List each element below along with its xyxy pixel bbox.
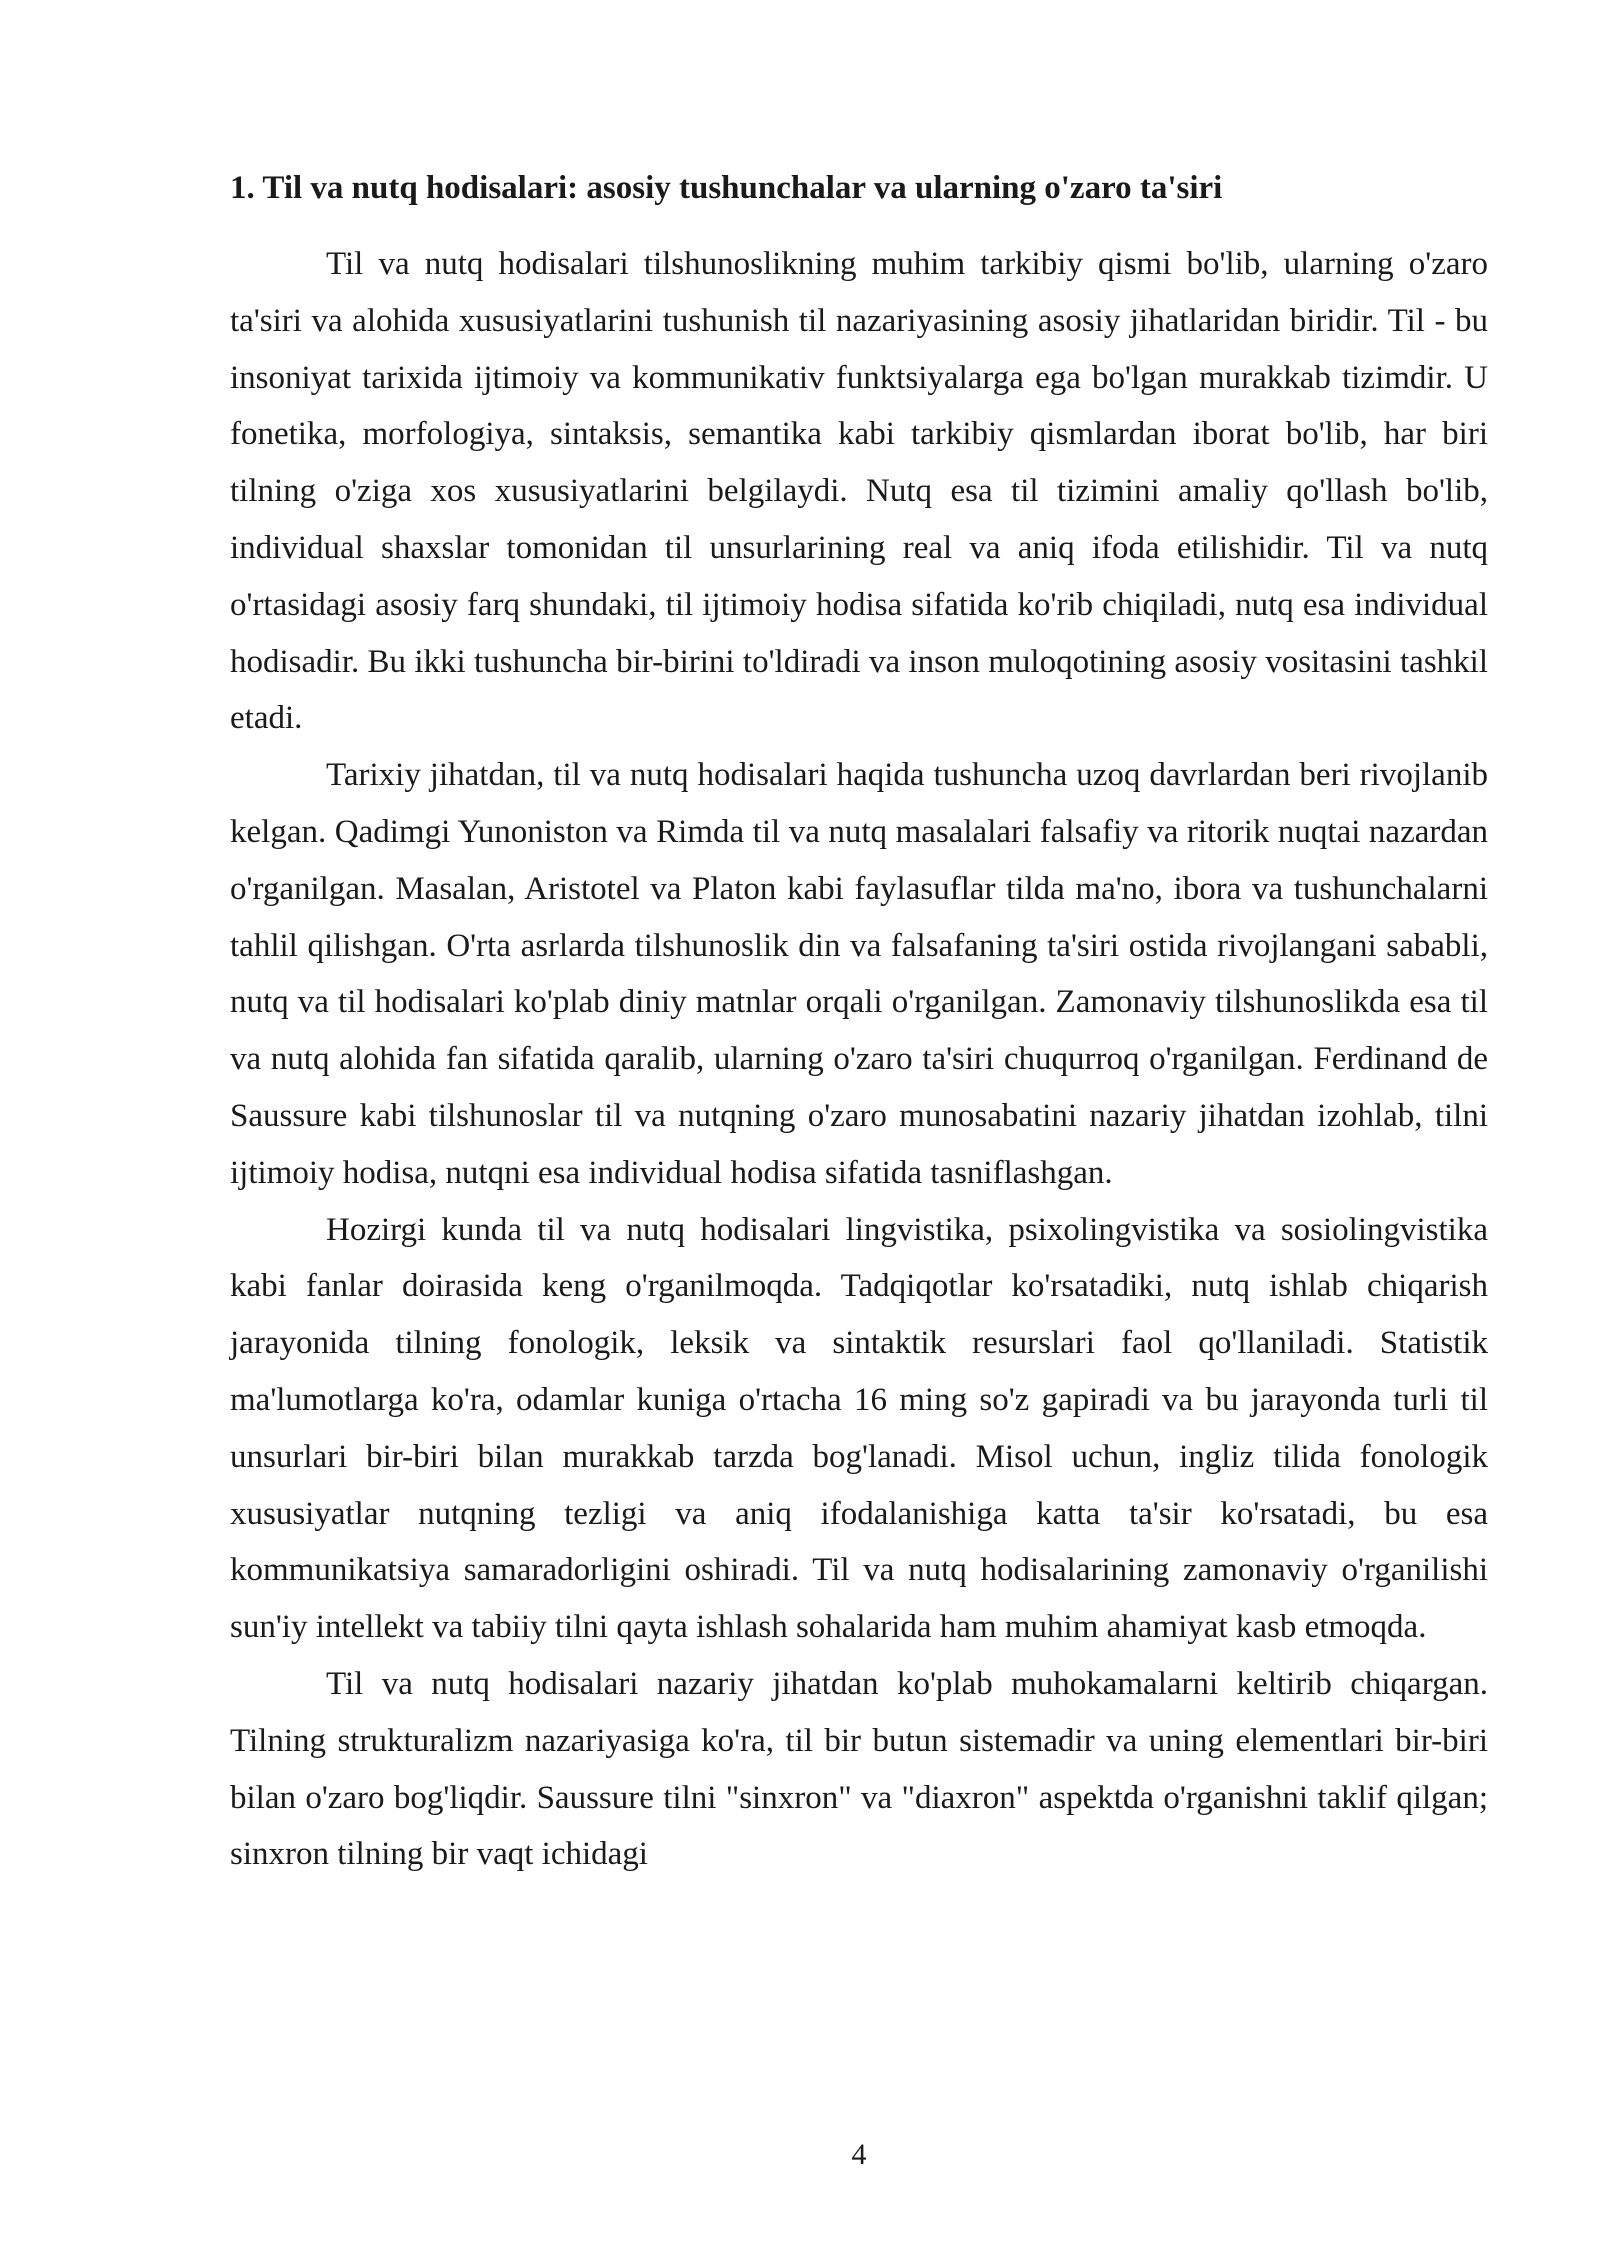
page-content	[230, 164, 1488, 1883]
paragraph-3: Hozirgi kunda til va nutq hodisalari lingvistika, psixolingvistika va sosiolingvistika kabi fanlar doirasida keng o'rganilmoqda. Tadqiqotlar ko'rsatadiki, nutq ishlab chiqarish jarayonida tilning fonologik, leksik va sintaktik resurslari faol qo'llaniladi. Statistik ma'lumotlarga ko'ra, odamlar kuniga o'rtacha 16 ming so'z gapiradi va bu jarayonda turli til unsurlari bir-biri bilan murakkab tarzda bog'lanadi. Misol uchun, ingliz tilida fonologik xususiyatlar nutqning tezligi va aniq ifodalanishiga katta ta'sir ko'rsatadi, bu esa kommunikatsiya samaradorligini oshiradi. Til va nutq hodisalarining zamonaviy o'rganilishi sun'iy intellekt va tabiiy tilni qayta ishlash sohalarida ham muhim ahamiyat kasb etmoqda.	[230, 1211, 1488, 1646]
paragraph-2: Tarixiy jihatdan, til va nutq hodisalari haqida tushuncha uzoq davrlardan beri rivojlanib kelgan. Qadimgi Yunoniston va Rimda til va nutq masalalari falsafiy va ritorik nuqtai nazardan o'rganilgan. Masalan, Aristotel va Platon kabi faylasuflar tilda ma'no, ibora va tushunchalarni tahlil qilishgan. O'rta asrlarda tilshunoslik din va falsafaning ta'siri ostida rivojlangani sababli, nutq va til hodisalari ko'plab diniy matnlar orqali o'rganilgan. Zamonaviy tilshunoslikda esa til va nutq alohida fan sifatida qaralib, ularning o'zaro ta'siri chuqurroq o'rganilgan. Ferdinand de Saussure kabi tilshunoslar til va nutqning o'zaro munosabatini nazariy jihatdan izohlab, tilni ijtimoiy hodisa, nutqni esa individual hodisa sifatida tasniflashgan.	[230, 757, 1488, 1191]
paragraph-4: Til va nutq hodisalari nazariy jihatdan ko'plab muhokamalarni keltirib chiqargan. Tilning strukturalizm nazariyasiga ko'ra, til bir butun sistemadir va uning elementlari bir-biri bilan o'zaro bog'liqdir. Saussure tilni "sinxron" va "diaxron" aspektda o'rganishni taklif qilgan; sinxron tilning bir vaqt ichidagi	[230, 1665, 1488, 1873]
section-heading: 1. Til va nutq hodisalari: asosiy tushunchalar va ularning o'zaro ta'siri	[230, 170, 1223, 206]
page-number: 4	[851, 2138, 867, 2171]
paragraph-1: Til va nutq hodisalari tilshunoslikning muhim tarkibiy qismi bo'lib, ularning o'zaro ta'siri va alohida xususiyatlarini tushunish til nazariyasining asosiy jihatlaridan biridir. Til - bu insoniyat tarixida ijtimoiy va kommunikativ funktsiyalarga ega bo'lgan murakkab tizimdir. U fonetika, morfologiya, sintaksis, semantika kabi tarkibiy qismlardan iborat bo'lib, har biri tilning o'ziga xos xususiyatlarini belgilaydi. Nutq esa til tizimini amaliy qo'llash bo'lib, individual shaxslar tomonidan til unsurlarining real va aniq ifoda etilishidir. Til va nutq o'rtasidagi asosiy farq shundaki, til ijtimoiy hodisa sifatida ko'rib chiqiladi, nutq esa individual hodisadir. Bu ikki tushuncha bir-birini to'ldiradi va inson muloqotining asosiy vositasini tashkil etadi.	[230, 246, 1488, 737]
